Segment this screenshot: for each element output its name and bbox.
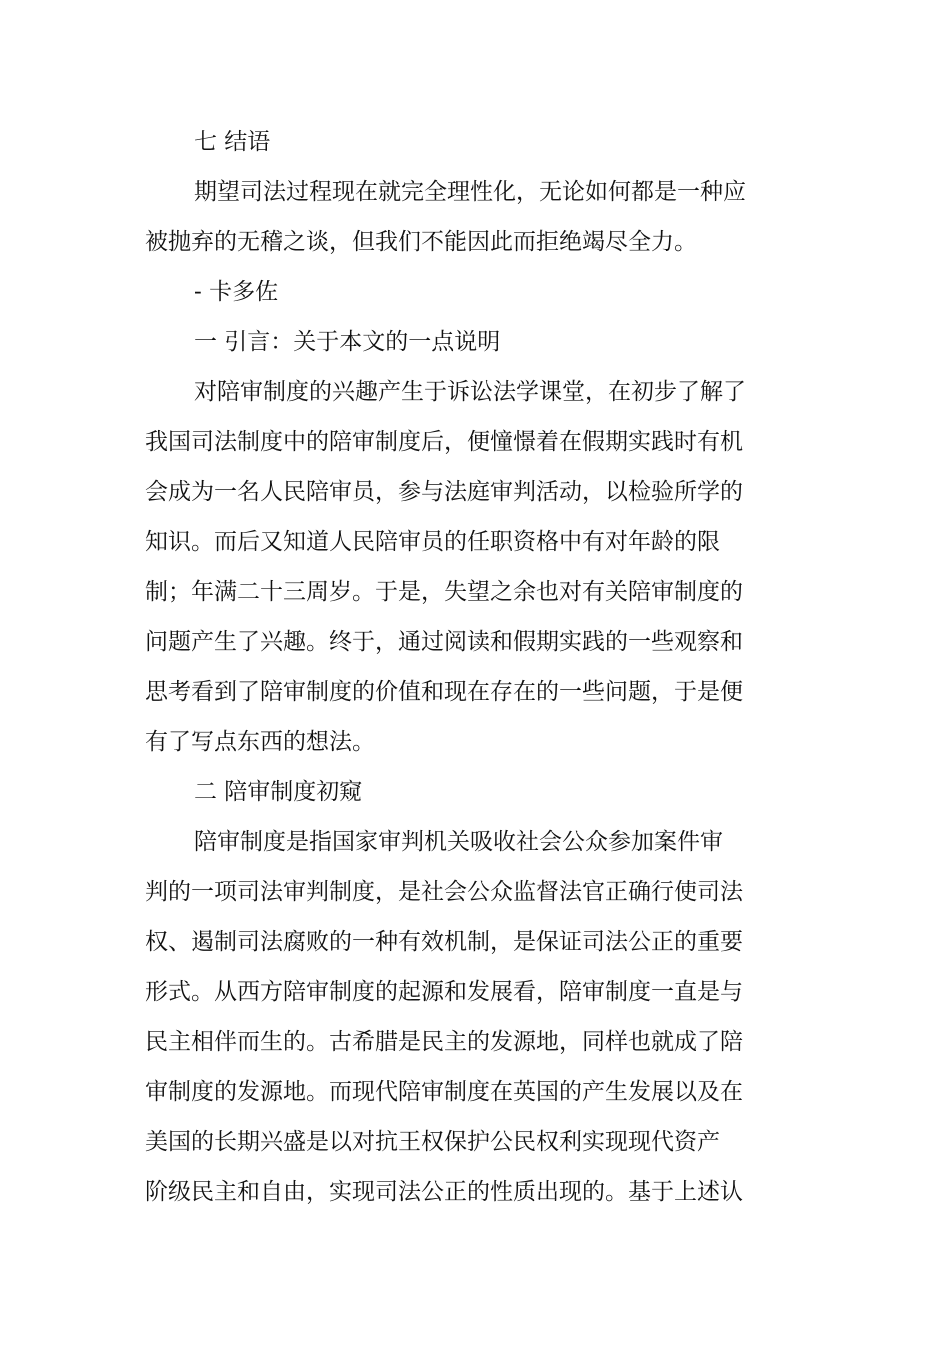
paragraph-line: 审制度的发源地。而现代陪审制度在英国的产生发展以及在 — [145, 1079, 743, 1105]
paragraph-line: 知识。而后又知道人民陪审员的任职资格中有对年龄的限 — [145, 529, 720, 555]
paragraph-line: 制；年满二十三周岁。于是，失望之余也对有关陪审制度的 — [145, 579, 743, 605]
paragraph-line: 民主相伴而生的。古希腊是民主的发源地，同样也就成了陪 — [145, 1029, 743, 1055]
paragraph-line: 权、遏制司法腐败的一种有效机制，是保证司法公正的重要 — [145, 929, 743, 955]
epigraph-line: 被抛弃的无稽之谈，但我们不能因此而拒绝竭尽全力。 — [145, 229, 697, 255]
paragraph-line: 判的一项司法审判制度，是社会公众监督法官正确行使司法 — [145, 879, 743, 905]
paragraph-line: 有了写点东西的想法。 — [145, 729, 375, 755]
paragraph-line: 形式。从西方陪审制度的起源和发展看，陪审制度一直是与 — [145, 979, 743, 1005]
section-heading-introduction: 一 引言：关于本文的一点说明 — [194, 329, 501, 355]
paragraph-line: 陪审制度是指国家审判机关吸收社会公众参加案件审 — [194, 829, 723, 855]
section-heading-jury-system: 二 陪审制度初窥 — [194, 779, 363, 805]
paragraph-line: 思考看到了陪审制度的价值和现在存在的一些问题，于是便 — [145, 679, 743, 705]
epigraph-line: 期望司法过程现在就完全理性化，无论如何都是一种应 — [194, 179, 746, 205]
paragraph-line: 阶级民主和自由，实现司法公正的性质出现的。基于上述认 — [145, 1179, 743, 1205]
section-heading-conclusion: 七 结语 — [194, 129, 271, 155]
paragraph-line: 会成为一名人民陪审员，参与法庭审判活动，以检验所学的 — [145, 479, 743, 505]
paragraph-line: 美国的长期兴盛是以对抗王权保护公民权利实现现代资产 — [145, 1129, 720, 1155]
paragraph-line: 我国司法制度中的陪审制度后，便憧憬着在假期实践时有机 — [145, 429, 743, 455]
paragraph-line: 对陪审制度的兴趣产生于诉讼法学课堂，在初步了解了 — [194, 379, 746, 405]
epigraph-attribution: - 卡多佐 — [194, 279, 279, 305]
paragraph-line: 问题产生了兴趣。终于，通过阅读和假期实践的一些观察和 — [145, 629, 743, 655]
